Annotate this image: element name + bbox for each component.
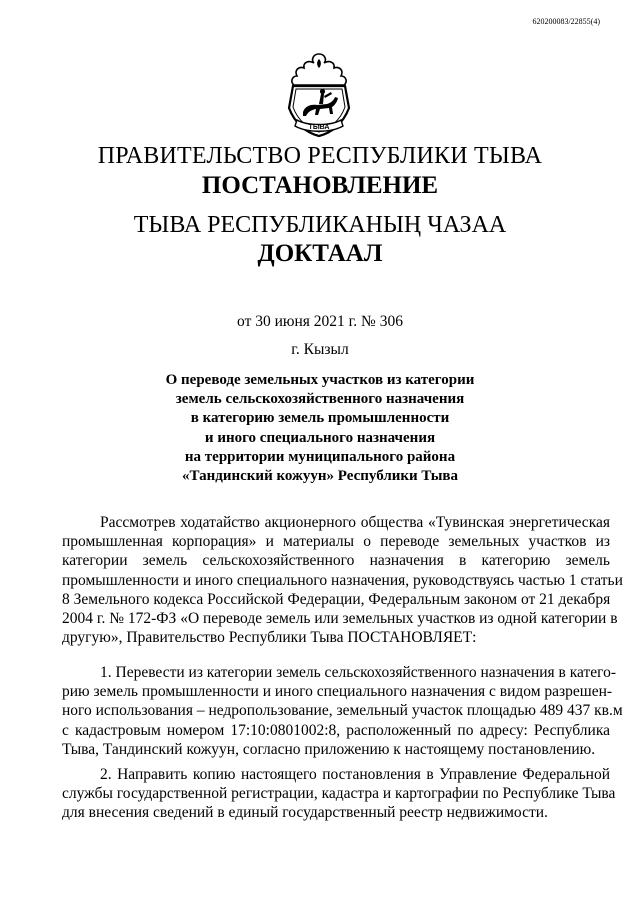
document-title	[120, 371, 520, 486]
title-line: «Тандинский кожуун» Республики Тыва	[181, 468, 459, 485]
preamble-paragraph	[62, 513, 623, 647]
item-1-line: Тыва, Тандинский кожуун, согласно приложению к настоящему постановлению.	[62, 740, 596, 758]
government-name-tyvan: ТЫВА РЕСПУБЛИКАНЫҢ ЧАЗАА	[133, 212, 507, 238]
document-type-tyvan: ДОКТААЛ	[257, 240, 383, 267]
preamble-line: другую», Правительство Республики Тыва ПОСТАНОВЛЯЕТ:	[62, 629, 477, 647]
resolution-item-2	[62, 765, 616, 823]
item-2-line: 2. Направить копию настоящего постановления в Управление Федеральной	[100, 766, 610, 783]
document-date-number: от 30 июня 2021 г. № 306	[237, 313, 403, 330]
document-city: г. Кызыл	[291, 341, 349, 358]
item-2-line: службы государственной регистрации, кадастра и картографии по Республике Тыва	[62, 785, 616, 803]
item-1-line: рию земель промышленности и иного специального назначения с видом разрешен-	[62, 683, 613, 701]
government-name: ПРАВИТЕЛЬСТВО РЕСПУБЛИКИ ТЫВА	[97, 143, 543, 169]
preamble-line: промышленности и иного специального назначения, руководствуясь частью 1 статьи	[62, 571, 623, 589]
item-1-line: с кадастровым номером 17:10:0801002:8, расположенный по адресу: Республика	[62, 721, 610, 739]
title-line: земель сельскохозяйственного назначения	[175, 391, 465, 408]
emblem-text: ТЫВА	[308, 124, 330, 131]
title-line: на территории муниципального района	[184, 448, 456, 465]
title-line: в категорию земель промышленности	[190, 410, 450, 427]
preamble-line: Рассмотрев ходатайство акционерного общества «Тувинская энергетическая	[100, 514, 610, 531]
preamble-line: 2004 г. № 172-ФЗ «О переводе земель или земельных участков из одной категории в	[62, 610, 618, 628]
item-2-line: для внесения сведений в единый государственный реестр недвижимости.	[62, 804, 548, 822]
document-type: ПОСТАНОВЛЕНИЕ	[201, 172, 439, 199]
title-line: О переводе земельных участков из категории	[165, 372, 475, 388]
preamble-line: 8 Земельного кодекса Российской Федерации, Федеральным законом от 21 декабря	[62, 590, 611, 608]
item-1-line: 1. Перевести из категории земель сельскохозяйственного назначения в катего-	[100, 664, 617, 681]
document-code: 620200083/22855(4)	[532, 17, 600, 26]
item-1-line: ного использования – недропользование, земельный участок площадью 489 437 кв.м	[62, 702, 623, 720]
tuva-coat-of-arms-icon	[283, 50, 355, 140]
resolution-item-1	[62, 663, 623, 759]
preamble-line: промышленная корпорация» и материалы о переводе земельных участков из	[62, 533, 610, 551]
preamble-line: категории земель сельскохозяйственного назначения в категорию земель	[62, 552, 610, 570]
title-line: и иного специального назначения	[204, 429, 436, 446]
